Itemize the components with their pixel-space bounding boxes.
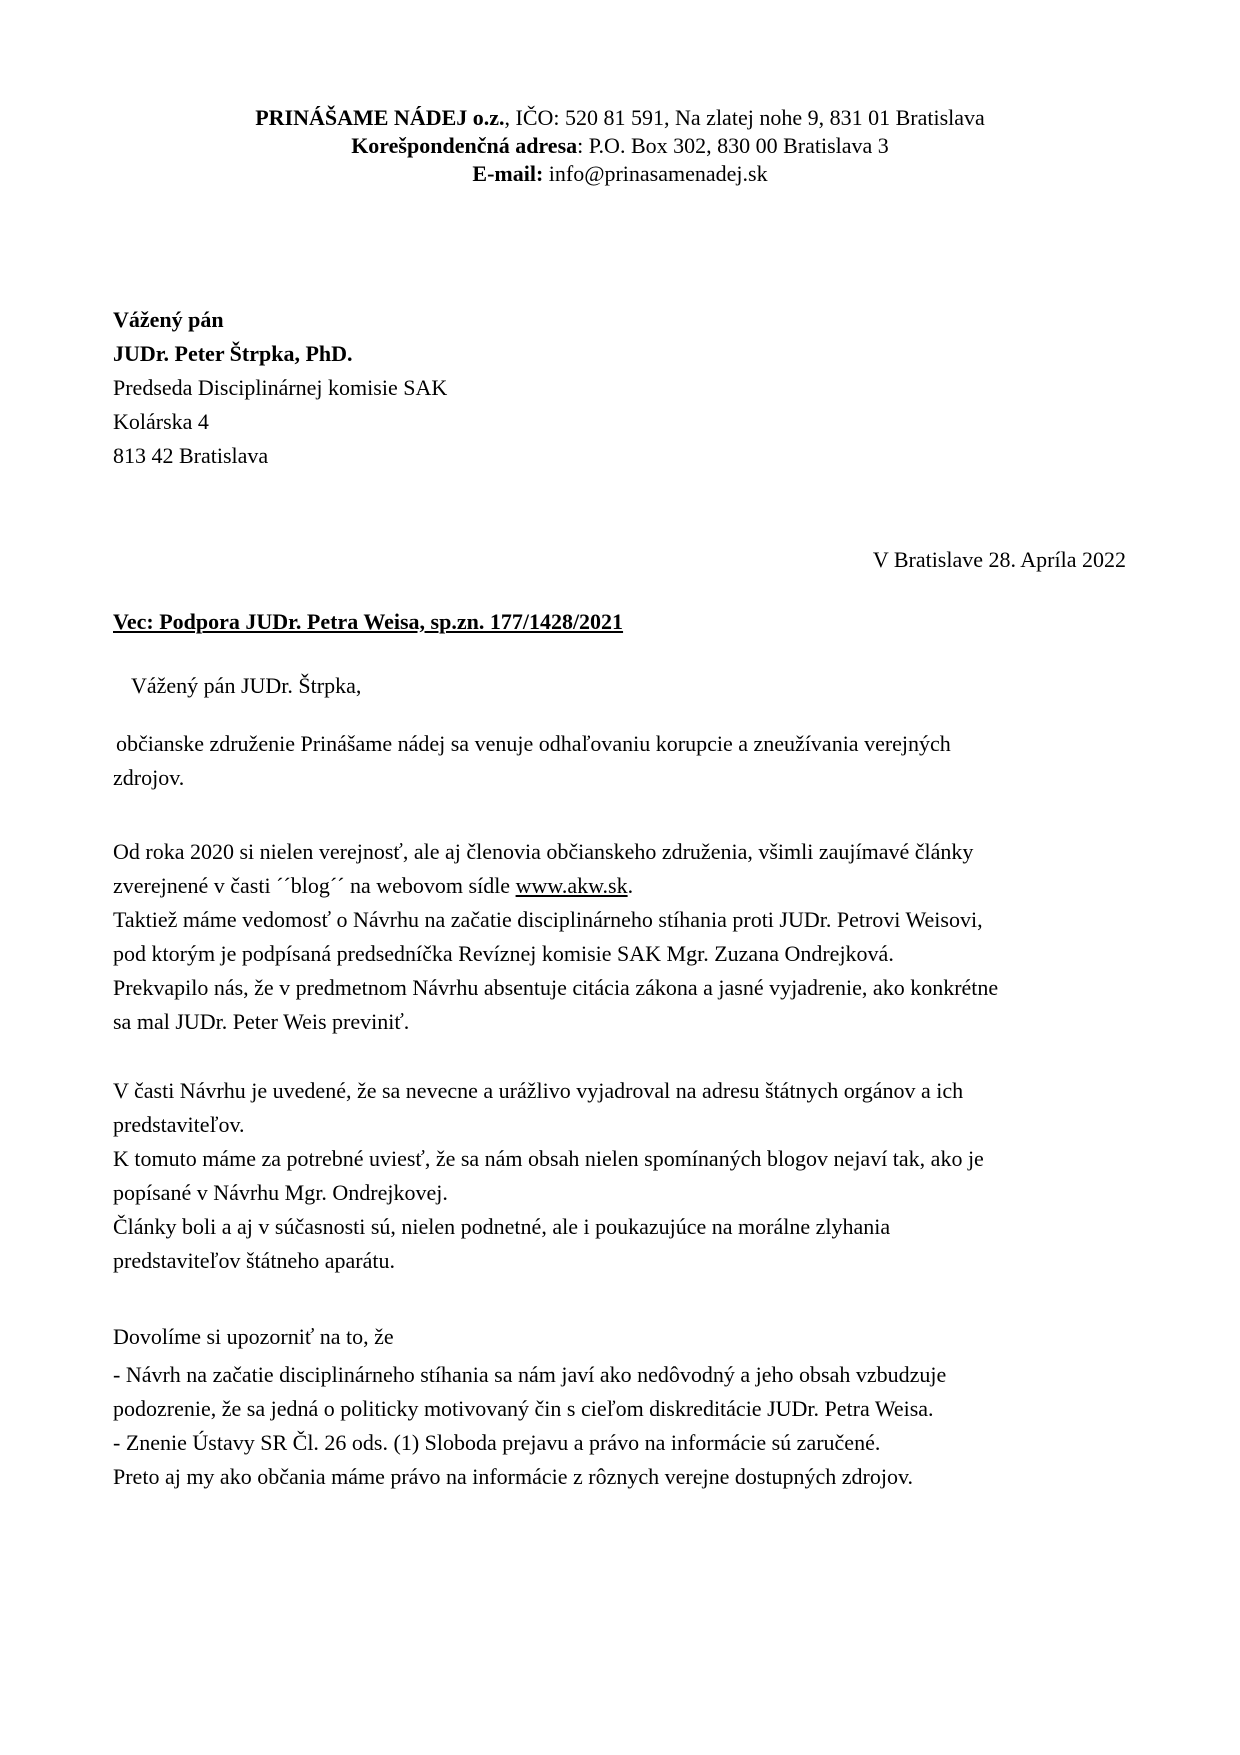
email-address: info@prinasamenadej.sk <box>543 161 768 186</box>
website-link[interactable]: www.akw.sk <box>515 873 628 898</box>
paragraph-line: Od roka 2020 si nielen verejnosť, ale aj členovia občianskeho združenia, všimli zaujímavé články <box>113 839 974 864</box>
email-label: E-mail: <box>472 161 544 186</box>
paragraph-line: - Návrh na začatie disciplinárneho stíhania sa nám javí ako nedôvodný a jeho obsah vzbudzuje <box>113 1362 947 1387</box>
paragraph-proposal <box>113 1074 1133 1278</box>
paragraph-line: zdrojov. <box>113 765 185 790</box>
letterhead-line-email <box>0 160 1240 188</box>
paragraph-notice <box>113 1320 1133 1354</box>
organization-name: PRINÁŠAME NÁDEJ o.z. <box>255 105 505 130</box>
recipient-greeting: Vážený pán <box>113 307 224 332</box>
recipient-street: Kolárska 4 <box>113 409 209 434</box>
letter-date: V Bratislave 28. Apríla 2022 <box>872 547 1126 572</box>
paragraph-text: zverejnené v časti ´´blog´´ na webovom sídle <box>113 873 516 898</box>
paragraph-points <box>113 1358 1133 1494</box>
recipient-city: 813 42 Bratislava <box>113 443 269 468</box>
paragraph-line: podozrenie, že sa jedná o politicky motivovaný čin s cieľom diskreditácie JUDr. Petra Weisa. <box>113 1396 934 1421</box>
recipient-name: JUDr. Peter Štrpka, PhD. <box>113 341 353 366</box>
paragraph-line: V časti Návrhu je uvedené, že sa nevecne a urážlivo vyjadroval na adresu štátnych orgánov a ich <box>113 1078 964 1103</box>
paragraph-intro <box>113 727 1133 795</box>
letter-subject: Vec: Podpora JUDr. Petra Weisa, sp.zn. 177/1428/2021 <box>113 609 624 634</box>
paragraph-line: - Znenie Ústavy SR Čl. 26 ods. (1) Sloboda prejavu a právo na informácie sú zaručené. <box>113 1430 881 1455</box>
paragraph-line: občianske združenie Prinášame nádej sa venuje odhaľovaniu korupcie a zneužívania verejných <box>116 731 951 756</box>
paragraph-text: . <box>627 873 634 898</box>
letterhead <box>0 104 1240 188</box>
paragraph-line: Preto aj my ako občania máme právo na informácie z rôznych verejne dostupných zdrojov. <box>113 1464 914 1489</box>
organization-details: , IČO: 520 81 591, Na zlatej nohe 9, 831 01 Bratislava <box>504 105 985 130</box>
recipient-block <box>113 303 447 473</box>
letterhead-line-correspondence <box>0 132 1240 160</box>
paragraph-line: predstaviteľov. <box>113 1112 245 1137</box>
paragraph-line: Prekvapilo nás, že v predmetnom Návrhu absentuje citácia zákona a jasné vyjadrenie, ako konkrétne <box>113 975 999 1000</box>
paragraph-line: Dovolíme si upozorniť na to, že <box>113 1324 394 1349</box>
recipient-position: Predseda Disciplinárnej komisie SAK <box>113 375 448 400</box>
correspondence-label: Korešpondenčná adresa <box>351 133 578 158</box>
paragraph-articles <box>113 835 1133 1039</box>
paragraph-line: predstaviteľov štátneho aparátu. <box>113 1248 396 1273</box>
paragraph-line <box>113 869 1133 903</box>
correspondence-address: : P.O. Box 302, 830 00 Bratislava 3 <box>577 133 889 158</box>
paragraph-line: popísané v Návrhu Mgr. Ondrejkovej. <box>113 1180 448 1205</box>
paragraph-line: Taktiež máme vedomosť o Návrhu na začatie disciplinárneho stíhania proti JUDr. Petrovi Weisovi, <box>113 907 983 932</box>
paragraph-line: Články boli a aj v súčasnosti sú, nielen podnetné, ale i poukazujúce na morálne zlyhania <box>113 1214 891 1239</box>
paragraph-line: sa mal JUDr. Peter Weis previniť. <box>113 1009 410 1034</box>
paragraph-line: pod ktorým je podpísaná predsedníčka Revíznej komisie SAK Mgr. Zuzana Ondrejková. <box>113 941 894 966</box>
letter-salutation: Vážený pán JUDr. Štrpka, <box>131 673 362 698</box>
letterhead-line-organization <box>0 104 1240 132</box>
paragraph-line: K tomuto máme za potrebné uviesť, že sa nám obsah nielen spomínaných blogov nejaví tak, ako je <box>113 1146 984 1171</box>
